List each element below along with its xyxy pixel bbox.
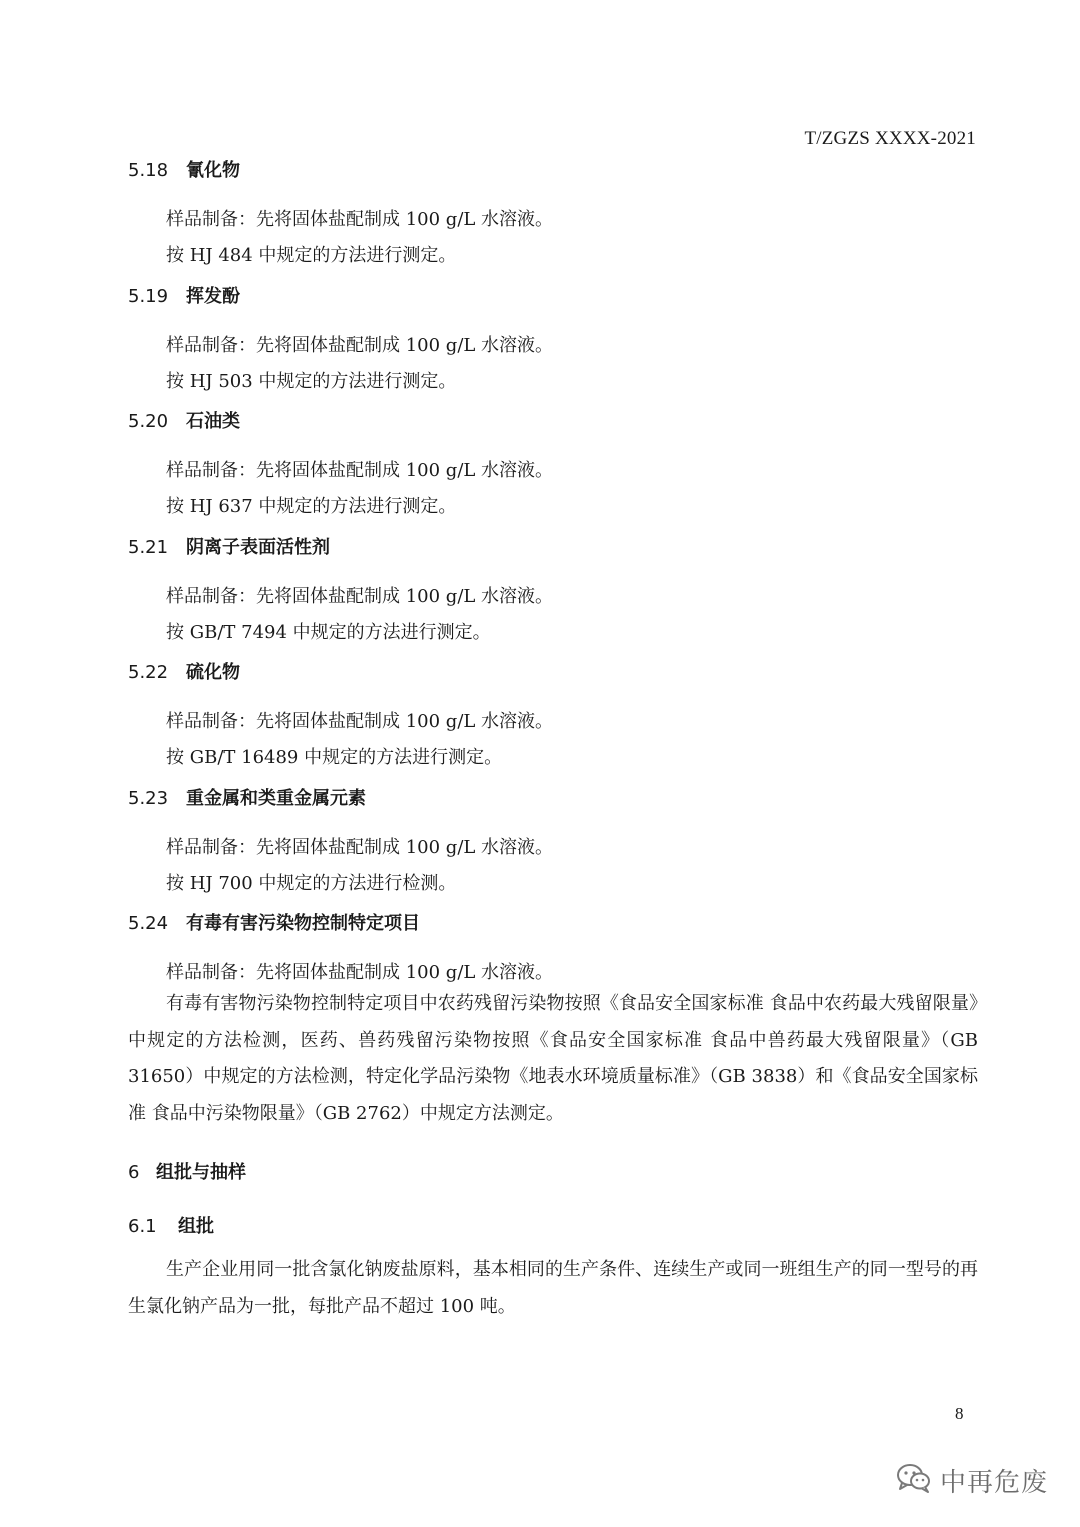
section-number: 6.1 [128, 1216, 157, 1237]
chapter-number: 6 [128, 1162, 140, 1183]
method-text: 按 HJ 503 中规定的方法进行测定。 [166, 371, 457, 392]
section-heading-6-1 [128, 1212, 214, 1238]
batch-paragraph: 生产企业用同一批含氯化钠废盐原料，基本相同的生产条件、连续生产或同一班组生产的同一型号的再生氯化钠产品为一批，每批产品不超过 100 吨。 [128, 1259, 978, 1317]
section-title: 氰化物 [186, 160, 240, 181]
sample-prep-text: 样品制备：先将固体盐配制成 100 g/L 水溶液。 [166, 460, 554, 481]
method-text: 按 HJ 637 中规定的方法进行测定。 [166, 496, 457, 517]
watermark [896, 1462, 1048, 1499]
section-number: 5.23 [128, 788, 169, 809]
standard-code: T/ZGZS XXXX-2021 [804, 128, 976, 149]
sample-prep-text: 样品制备：先将固体盐配制成 100 g/L 水溶液。 [166, 711, 554, 732]
wechat-icon [896, 1462, 932, 1499]
section-number: 5.19 [128, 286, 169, 307]
section-number: 5.24 [128, 913, 169, 934]
section-title: 有毒有害污染物控制特定项目 [186, 913, 420, 934]
section-heading-5-22 [128, 658, 240, 684]
method-paragraph: 有毒有害物污染物控制特定项目中农药残留污染物按照《食品安全国家标准 食品中农药最大残留限量》中规定的方法检测，医药、兽药残留污染物按照《食品安全国家标准 食品中兽药最大残留限量》（GB 31650）中规定的方法检测，特定化学品污染物《地表水环境质量标准》（GB 3838）和《食品安全国家标准 食品中污染物限量》（GB 2762）中规定方法测定。 [128, 993, 978, 1124]
section-heading-5-23 [128, 784, 366, 810]
section-number: 5.22 [128, 662, 169, 683]
section-title: 阴离子表面活性剂 [186, 537, 330, 558]
section-heading-5-19 [128, 282, 240, 308]
section-title: 挥发酚 [186, 286, 240, 307]
section-heading-5-21 [128, 533, 330, 559]
section-number: 5.20 [128, 411, 169, 432]
chapter-heading-6 [128, 1158, 246, 1184]
watermark-text: 中再危废 [940, 1468, 1049, 1498]
method-text: 按 HJ 484 中规定的方法进行测定。 [166, 245, 457, 266]
section-number: 5.18 [128, 160, 169, 181]
method-text: 按 GB/T 16489 中规定的方法进行测定。 [166, 747, 503, 768]
section-number: 5.21 [128, 537, 169, 558]
sample-prep-text: 样品制备：先将固体盐配制成 100 g/L 水溶液。 [166, 962, 554, 983]
section-title: 硫化物 [186, 662, 240, 683]
sample-prep-text: 样品制备：先将固体盐配制成 100 g/L 水溶液。 [166, 335, 554, 356]
sample-prep-text: 样品制备：先将固体盐配制成 100 g/L 水溶液。 [166, 837, 554, 858]
method-text: 按 GB/T 7494 中规定的方法进行测定。 [166, 622, 491, 643]
section-title: 组批 [178, 1216, 214, 1237]
section-title: 重金属和类重金属元素 [186, 788, 366, 809]
page-number: 8 [955, 1404, 964, 1423]
sample-prep-text: 样品制备：先将固体盐配制成 100 g/L 水溶液。 [166, 586, 554, 607]
section-heading-5-18 [128, 156, 240, 182]
section-heading-5-24 [128, 909, 420, 935]
section-title: 石油类 [186, 411, 240, 432]
sample-prep-text: 样品制备：先将固体盐配制成 100 g/L 水溶液。 [166, 209, 554, 230]
method-text: 按 HJ 700 中规定的方法进行检测。 [166, 873, 457, 894]
section-heading-5-20 [128, 407, 240, 433]
chapter-title: 组批与抽样 [156, 1162, 246, 1183]
